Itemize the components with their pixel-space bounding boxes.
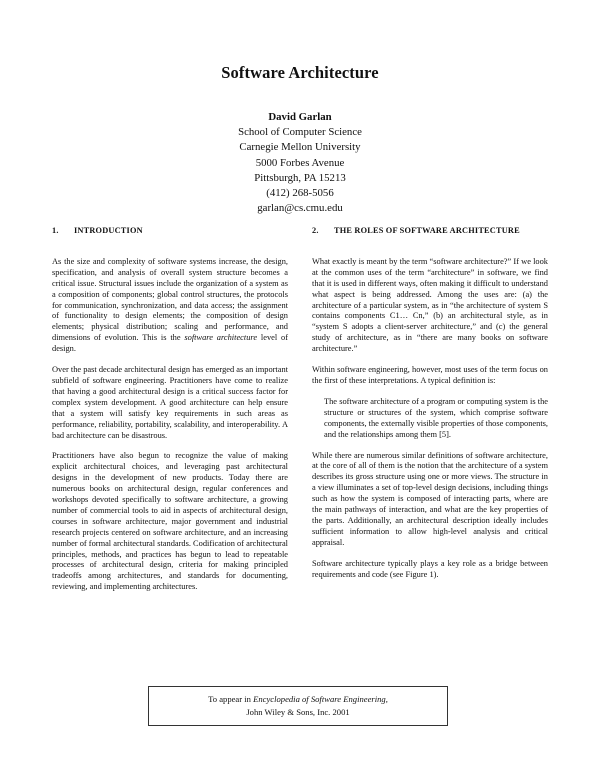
author-street: 5000 Forbes Avenue: [255, 156, 345, 169]
publication-title: Encyclopedia of Software Engineering: [253, 694, 386, 704]
definition-quote: The software architecture of a program or computing system is the structure or structures of the system, which comprise software components, the externally visible properties of those components, and the relationships among them [5].: [324, 396, 548, 439]
section-1-title: INTRODUCTION: [74, 226, 143, 235]
author-email: garlan@cs.cmu.edu: [257, 202, 343, 215]
left-column: [52, 226, 288, 603]
intro-p1-text: As the size and complexity of software systems increase, the design, specification, and analysis of overall system structure becomes a critical issue. Structural issues include the organization of a system as a composition of components; global control structures, the protocols for communication, synchronization, and data access; the assignment of functionality to design elements; the composition of design elements; physical distribution; scaling and performance, and dimensions of evolution. This is the: [52, 256, 288, 343]
author-university: Carnegie Mellon University: [239, 141, 361, 154]
roles-paragraph-4: Software architecture typically plays a key role as a bridge between requirements and code (see Figure 1).: [312, 558, 548, 579]
intro-p1-tail: level of design.: [52, 333, 288, 354]
roles-paragraph-1: What exactly is meant by the term “software architecture?” If we look at the common uses of the term “architecture” in software, we find that it is used in different ways, often making it difficult to understand what aspect is being addressed. Among the uses are: (a) the architecture of a particular system, as in “the architecture of system S contains components C1… Cn,” (b) an architectural style, as in “system S adopts a client-server architecture,” and (c) the general study of architecture, as in “there are many books on software architecture.”: [312, 256, 548, 354]
paper-title: Software Architecture: [221, 63, 379, 82]
author-name: David Garlan: [268, 111, 332, 123]
author-city: Pittsburgh, PA 15213: [254, 171, 346, 184]
section-2-number: 2.: [312, 226, 319, 235]
intro-paragraph-1: [52, 257, 288, 355]
section-1-heading: [52, 226, 288, 237]
section-2-heading: [312, 226, 548, 237]
publication-note-line-1: [149, 693, 447, 706]
publication-note-line-2: John Wiley & Sons, Inc. 2001: [246, 706, 350, 717]
roles-paragraph-3: While there are numerous similar definitions of software architecture, at the core of all of them is the notion that the architecture of a system describes its gross structure using one or more views. The structure in a view illuminates a set of top-level design decisions, including things such as how the system is composed of interacting parts, where are the main pathways of interaction, and what are the key properties of the parts. Additionally, an architectural description ideally includes sufficient information to allow high-level analysis and critical appraisal.: [312, 450, 548, 547]
intro-p1-emphasis: software architecture: [184, 333, 258, 343]
section-1-number: 1.: [52, 226, 59, 235]
author-school: School of Computer Science: [238, 126, 362, 139]
publication-comma: ,: [385, 694, 388, 704]
publication-note-box: [148, 686, 448, 726]
roles-paragraph-2: Within software engineering, however, most uses of the term focus on the first of these interpretations. A typical definition is:: [312, 365, 548, 385]
author-phone: (412) 268-5056: [266, 187, 334, 200]
intro-paragraph-3: Practitioners have also begun to recognize the value of making explicit architectural choices, and leveraging past architectural designs in the development of new products. Today there are numerous books on architectural design, regular conferences and workshops devoted specifically to software architecture, a growing number of commercial tools to aid in aspects of architectural design, courses in software architecture, major government and industrial research projects centered on software architecture, and an increasing number of formal architectural standards. Codification of architectural principles, methods, and practices has begun to lead to repeatable processes of architectural design, criteria for making principled tradeoffs among architectures, and standards for documenting, reviewing, and implementing architectures.: [52, 451, 288, 592]
publication-prefix: To appear in: [208, 694, 254, 704]
author-block: [0, 110, 600, 216]
intro-paragraph-2: Over the past decade architectural design has emerged as an important subfield of software engineering. Practitioners have come to realize that having a good architectural design is a critical success factor for complex system development. A good architecture can help ensure that a system will satisfy key requirements in such areas as performance, reliability, portability, scalability, and interoperability. A bad architecture can be disastrous.: [52, 365, 288, 440]
section-2-title: THE ROLES OF SOFTWARE ARCHITECTURE: [334, 226, 520, 235]
right-column: [312, 226, 548, 590]
